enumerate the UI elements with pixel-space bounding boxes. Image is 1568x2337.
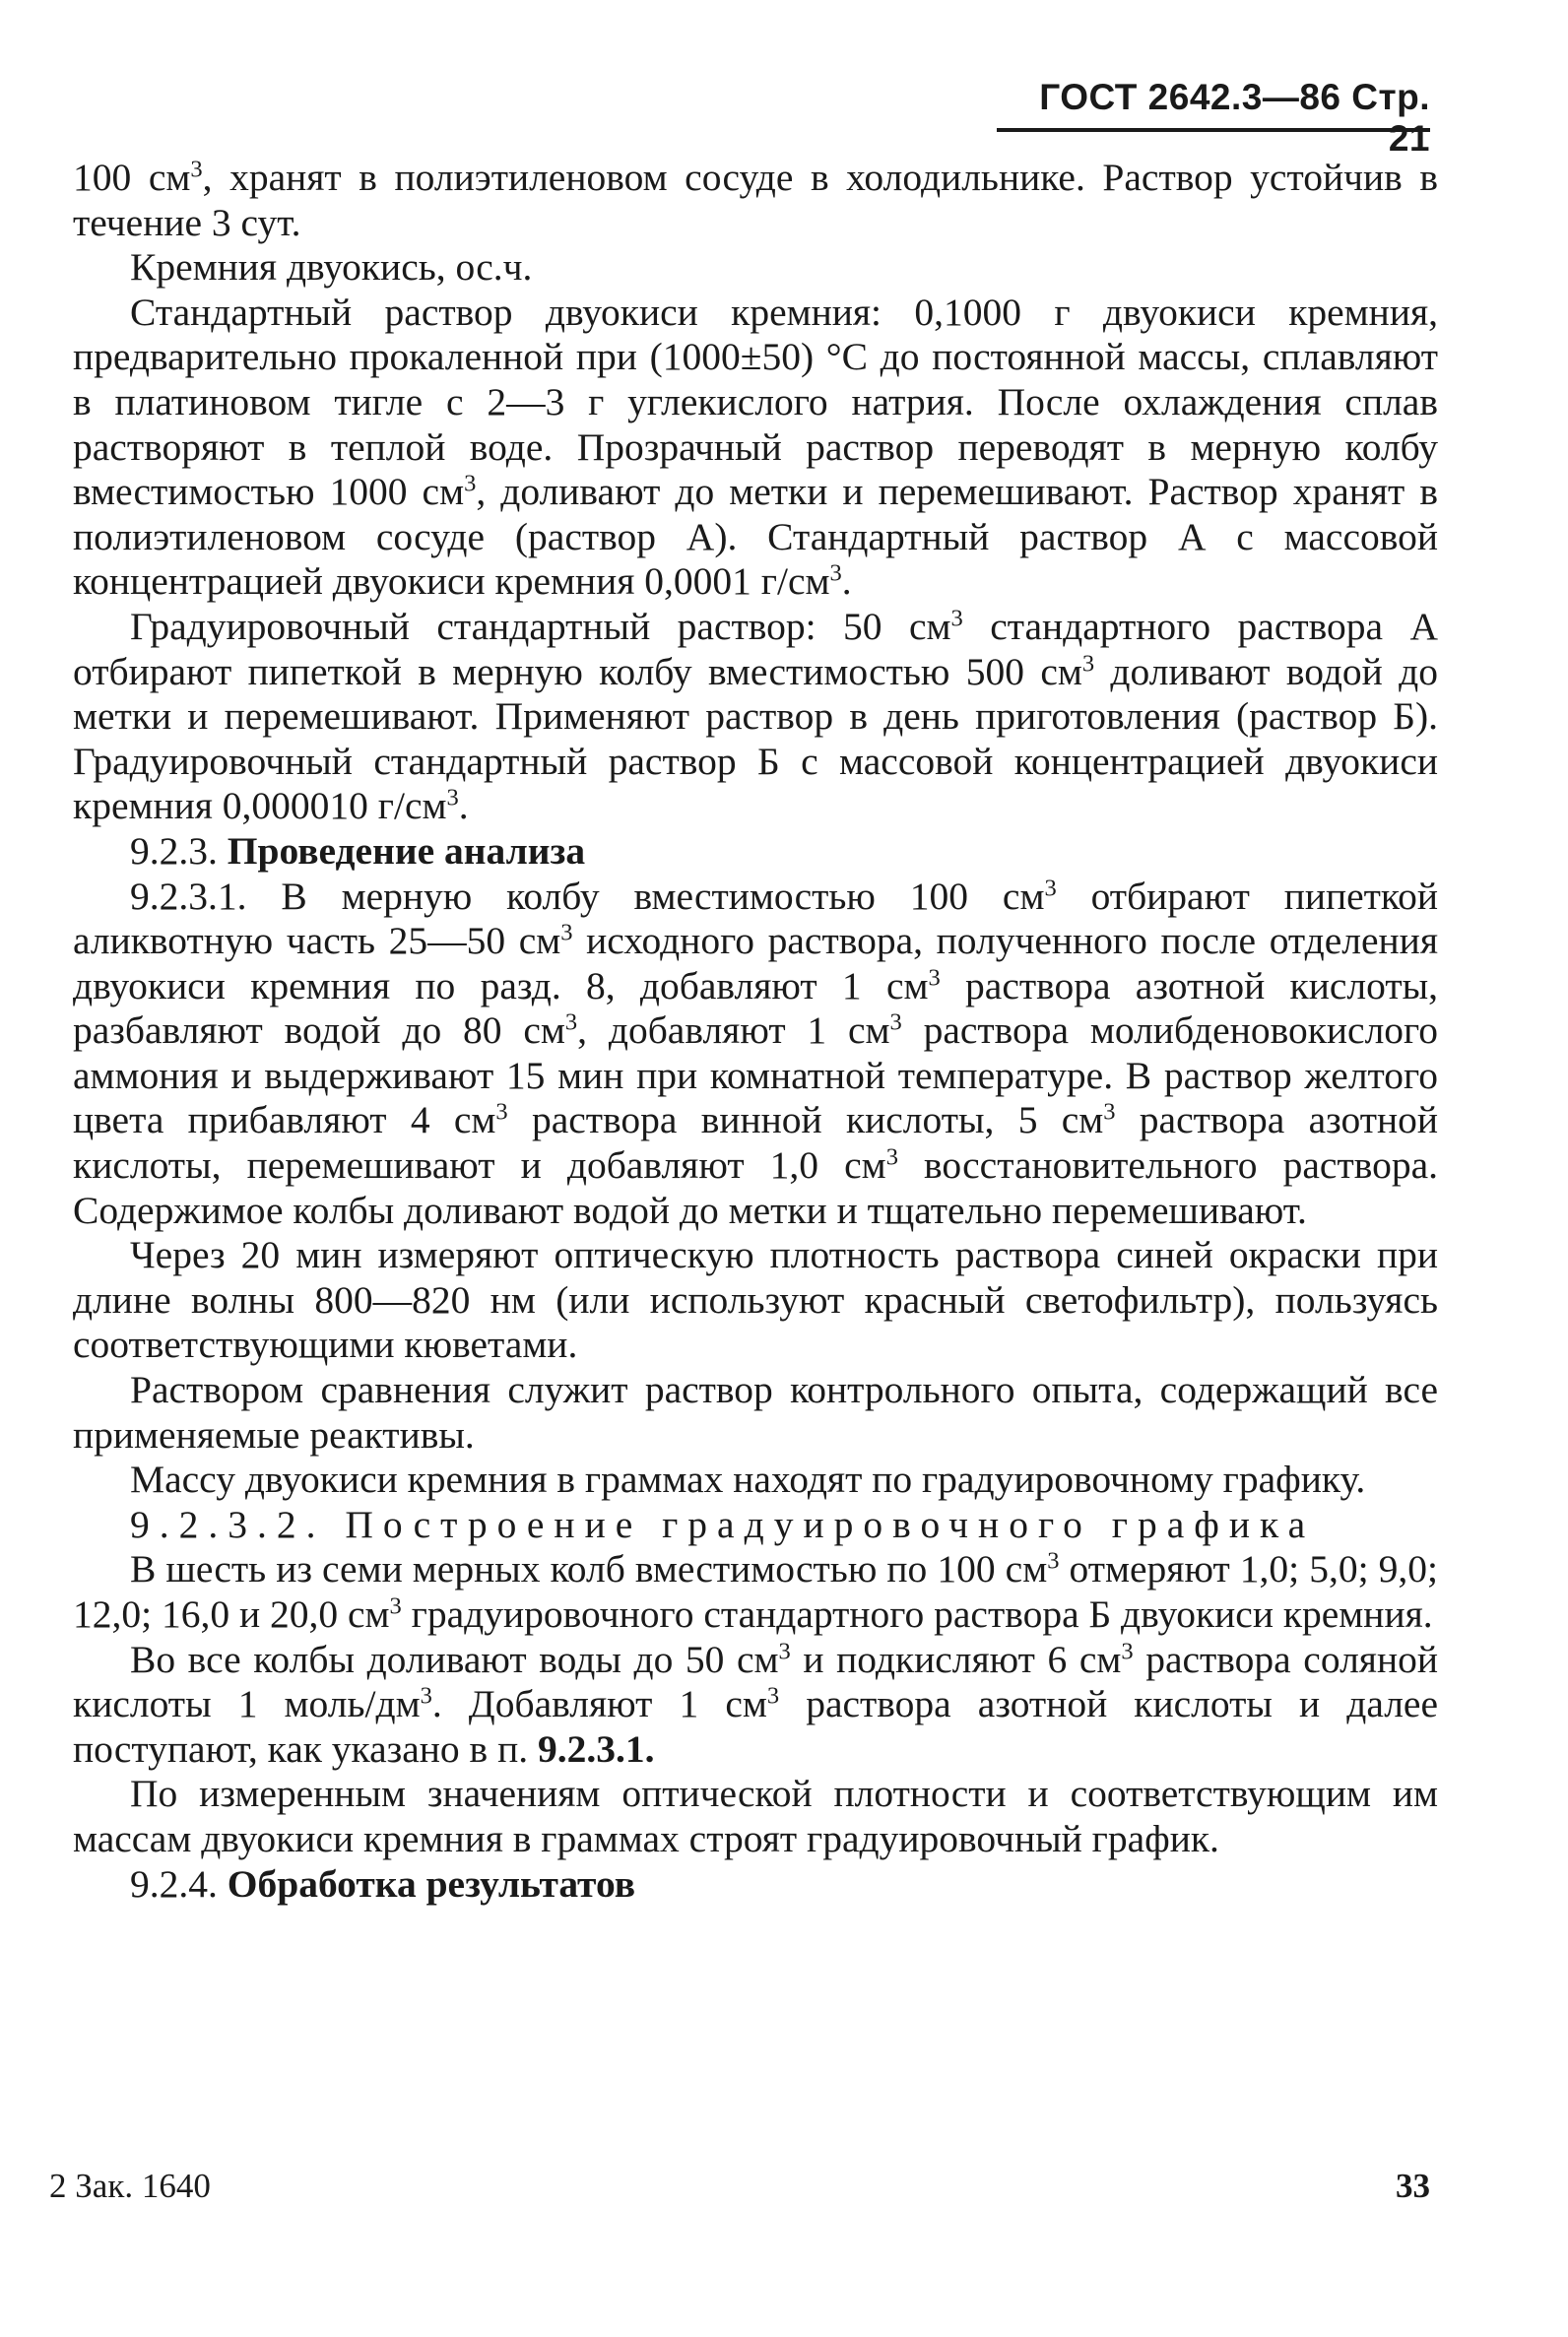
text-run: Градуировочный стандартный раствор: 50 см: [130, 604, 951, 648]
section-title: Обработка результатов: [227, 1861, 636, 1906]
section-title: Проведение анализа: [227, 828, 586, 873]
text-run: , доливают до метки и перемешивают. Раствор хранят в полиэтиленовом сосуде (раствор А). Стандартный раствор А с массовой концентрацией двуокиси кремния 0,0001 г/см: [73, 470, 1438, 604]
text-run: отмеряют 1,0; 5,0; 9,0; 12,0; 16,0 и 20,0 см: [73, 1547, 1438, 1636]
superscript: 3: [1047, 1547, 1060, 1575]
paragraph-mass: Массу двуокиси кремния в граммах находят по градуировочному графику.: [130, 1458, 1366, 1502]
text-run: 100 см: [73, 156, 191, 199]
text-run: раствора азотной кислоты, перемешивают и добавляют 1,0 см: [73, 1098, 1438, 1188]
superscript: 3: [1103, 1099, 1116, 1126]
superscript: 3: [1121, 1638, 1134, 1665]
paragraph-procedure: [73, 875, 1438, 1234]
paragraph-standard-solution: [73, 291, 1438, 605]
superscript: 3: [829, 559, 842, 587]
text-run: исходного раствора, полученного после отделения двуокиси кремния по разд. 8, добавляют 1 см: [73, 919, 1438, 1007]
text-run: раствора винной кислоты, 5 см: [507, 1098, 1104, 1142]
text-run: .: [841, 559, 852, 604]
paragraph-reference: Раствором сравнения служит раствор контрольного опыта, содержащий все применяемые реактивы.: [73, 1368, 1438, 1457]
superscript: 3: [1044, 875, 1057, 902]
paragraph-storage: [73, 156, 1438, 245]
superscript: 3: [190, 156, 203, 183]
text-run: . Добавляют 1 см: [431, 1682, 767, 1726]
superscript: 3: [495, 1099, 508, 1126]
superscript: 3: [778, 1638, 791, 1665]
superscript: 3: [1081, 650, 1095, 678]
paragraph-graph: По измеренным значениям оптической плотности и соответствующим им массам двуокиси кремния в граммах строят градуировочный график.: [73, 1772, 1438, 1860]
page-header: ГОСТ 2642.3—86 Стр. 21: [1039, 77, 1430, 159]
paragraph-flasks: [73, 1547, 1438, 1637]
section-number: 9.2.3.: [130, 828, 218, 873]
superscript: 3: [446, 784, 459, 811]
footer-page-number: 33: [1396, 2167, 1430, 2205]
text-run: В шесть из семи мерных колб вместимостью по 100 см: [130, 1547, 1048, 1591]
superscript: 3: [885, 1143, 898, 1171]
paragraph-acidify: [73, 1638, 1438, 1773]
superscript: 3: [889, 1008, 902, 1036]
text-run: доливают водой до метки и перемешивают. Применяют раствор в день приготовления (раствор Б). Градуировочный стандартный раствор Б с массовой концентрацией двуокиси кремния 0,000010 г/см: [73, 649, 1438, 828]
superscript: 3: [464, 470, 477, 497]
text-run: градуировочного стандартного раствора Б двуокиси кремния.: [401, 1592, 1433, 1636]
superscript: 3: [564, 1008, 578, 1036]
text-run: раствора молибденовокислого аммония и выдерживают 15 мин при комнатной температуре. В раствор желтого цвета прибавляют 4 см: [73, 1008, 1438, 1142]
section-heading-analysis: [73, 829, 1438, 875]
footer-order-number: 2 Зак. 1640: [49, 2167, 211, 2205]
paragraph-reagent: Кремния двуокись, ос.ч.: [130, 245, 533, 290]
text-run: отбирают пипеткой аликвотную часть 25—50 см: [73, 874, 1438, 963]
text-run: стандартного раствора А отбирают пипеткой в мерную колбу вместимостью 500 см: [73, 604, 1438, 693]
paragraph-measurement: Через 20 мин измеряют оптическую плотность раствора синей окраски при длине волны 800—820 нм (или используют красный светофильтр), пользуясь соответствующими кюветами.: [73, 1233, 1438, 1367]
text-run: 9.2.3.1. В мерную колбу вместимостью 100 см: [130, 874, 1045, 918]
subsection-heading-calibration: 9.2.3.2. Построение градуировочного графика: [130, 1502, 1316, 1546]
text-run: раствора азотной кислоты, разбавляют водой до 80 см: [73, 963, 1438, 1053]
text-run: .: [458, 784, 469, 828]
section-number: 9.2.4.: [130, 1861, 218, 1906]
header-rule: [997, 128, 1430, 132]
section-reference: 9.2.3.1.: [537, 1726, 655, 1771]
text-run: раствора азотной кислоты и далее поступают, как указано в п.: [73, 1682, 1438, 1771]
superscript: 3: [950, 605, 963, 632]
superscript: 3: [389, 1592, 402, 1620]
text-run: восстановительного раствора. Содержимое колбы доливают водой до метки и тщательно перемешивают.: [73, 1143, 1438, 1232]
superscript: 3: [766, 1682, 780, 1710]
text-run: Стандартный раствор двуокиси кремния: 0,1000 г двуокиси кремния, предварительно прокаленной при (1000±50) °С до постоянной массы, сплавляют в платиновом тигле с 2—3 г углекислого натрия. После охлаждения сплав растворяют в теплой воде. Прозрачный раствор переводят в мерную колбу вместимостью 1000 см: [73, 290, 1438, 514]
superscript: 3: [560, 919, 573, 946]
paragraph-calibration-solution: [73, 605, 1438, 829]
body-text: [73, 156, 1438, 1907]
text-run: раствора соляной кислоты 1 моль/дм: [73, 1637, 1438, 1726]
text-run: Во все колбы доливают воды до 50 см: [130, 1637, 779, 1681]
text-run: , хранят в полиэтиленовом сосуде в холодильнике. Раствор устойчив в течение 3 сут.: [73, 156, 1438, 244]
section-heading-results: [73, 1862, 1438, 1908]
text-run: , добавляют 1 см: [577, 1008, 890, 1053]
text-run: и подкисляют 6 см: [790, 1637, 1122, 1681]
superscript: 3: [928, 964, 941, 992]
superscript: 3: [420, 1682, 432, 1710]
